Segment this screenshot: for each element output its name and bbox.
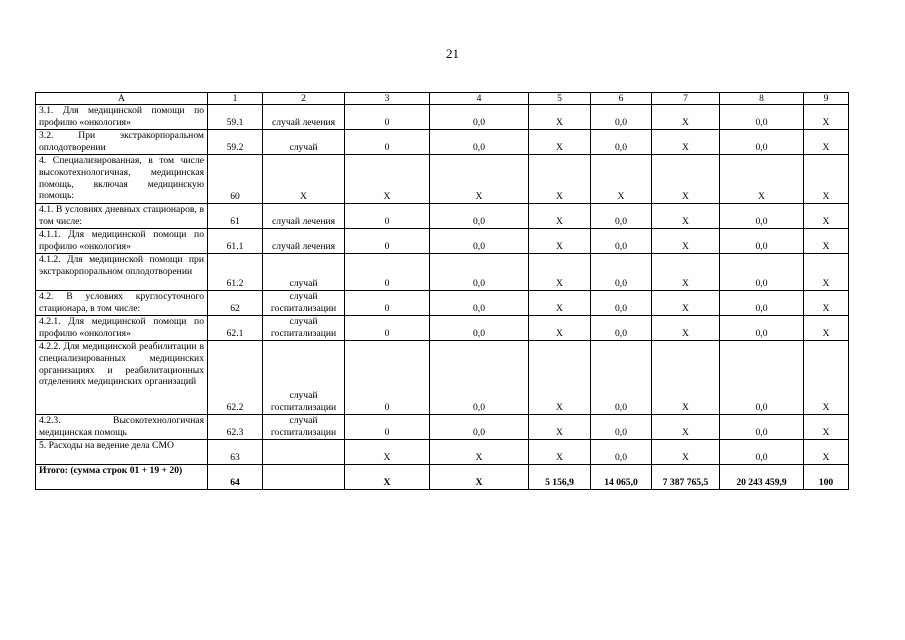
- table-row: [36, 316, 849, 341]
- cell-col-6: 14 065,0: [591, 465, 652, 490]
- row-unit: [263, 440, 345, 465]
- cell-col-9: X: [804, 316, 849, 341]
- row-unit: случай госпитализации: [263, 341, 345, 415]
- cell-col-6: 0,0: [591, 291, 652, 316]
- column-header-1: 1: [208, 93, 263, 105]
- cell-col-3: 0: [345, 105, 430, 130]
- row-code: 62.1: [208, 316, 263, 341]
- cell-col-3: 0: [345, 341, 430, 415]
- cell-col-5: X: [529, 155, 591, 204]
- row-label: 4.1.1. Для медицинской помощи по профилю «онкология»: [36, 229, 208, 254]
- row-unit: случай госпитализации: [263, 415, 345, 440]
- cell-col-6: 0,0: [591, 204, 652, 229]
- cell-col-4: X: [430, 155, 529, 204]
- cell-col-5: X: [529, 204, 591, 229]
- cell-col-7: X: [652, 316, 720, 341]
- cell-col-9: X: [804, 415, 849, 440]
- row-label: 4.2. В условиях круглосуточного стационара, в том числе:: [36, 291, 208, 316]
- column-header-7: 7: [652, 93, 720, 105]
- cell-col-9: X: [804, 105, 849, 130]
- row-code: 62: [208, 291, 263, 316]
- cell-col-4: 0,0: [430, 291, 529, 316]
- column-header-3: 3: [345, 93, 430, 105]
- table-row: [36, 341, 849, 415]
- cell-col-4: 0,0: [430, 229, 529, 254]
- column-header-a: A: [36, 93, 208, 105]
- row-code: 60: [208, 155, 263, 204]
- row-label: 4.1.2. Для медицинской помощи при экстракорпоральном оплодотворении: [36, 254, 208, 291]
- cell-col-7: X: [652, 204, 720, 229]
- cell-col-4: 0,0: [430, 415, 529, 440]
- table-row: [36, 130, 849, 155]
- table-row: [36, 105, 849, 130]
- data-table: [35, 92, 849, 490]
- cell-col-7: X: [652, 229, 720, 254]
- row-unit: случай лечения: [263, 229, 345, 254]
- cell-col-9: X: [804, 341, 849, 415]
- cell-col-6: 0,0: [591, 341, 652, 415]
- table-row: [36, 229, 849, 254]
- row-label: 4.1. В условиях дневных стационаров, в том числе:: [36, 204, 208, 229]
- cell-col-6: X: [591, 155, 652, 204]
- cell-col-4: 0,0: [430, 341, 529, 415]
- cell-col-8: 0,0: [720, 229, 804, 254]
- column-header-5: 5: [529, 93, 591, 105]
- page-number: 21: [446, 46, 459, 61]
- cell-col-6: 0,0: [591, 440, 652, 465]
- row-label: 5. Расходы на ведение дела СМО: [36, 440, 208, 465]
- cell-col-7: X: [652, 130, 720, 155]
- row-label: 4.2.1. Для медицинской помощи по профилю «онкология»: [36, 316, 208, 341]
- table-row: [36, 415, 849, 440]
- cell-col-5: X: [529, 291, 591, 316]
- row-unit: [263, 465, 345, 490]
- cell-col-3: X: [345, 440, 430, 465]
- cell-col-3: X: [345, 155, 430, 204]
- row-label: 4.2.2. Для медицинской реабилитации в специализированных медицинских организациях и реабилитационных отделениях медицинских организаций: [36, 341, 208, 415]
- cell-col-9: X: [804, 440, 849, 465]
- table-row: [36, 155, 849, 204]
- cell-col-9: X: [804, 155, 849, 204]
- row-code: 62.2: [208, 341, 263, 415]
- cell-col-4: 0,0: [430, 316, 529, 341]
- cell-col-5: X: [529, 229, 591, 254]
- cell-col-5: X: [529, 316, 591, 341]
- cell-col-7: X: [652, 254, 720, 291]
- cell-col-8: 0,0: [720, 105, 804, 130]
- cell-col-4: 0,0: [430, 130, 529, 155]
- cell-col-4: 0,0: [430, 254, 529, 291]
- cell-col-3: 0: [345, 415, 430, 440]
- row-label: 3.1. Для медицинской помощи по профилю «онкология»: [36, 105, 208, 130]
- cell-col-7: X: [652, 105, 720, 130]
- row-label: Итого: (сумма строк 01 + 19 + 20): [36, 465, 208, 490]
- table-row: [36, 204, 849, 229]
- column-header-6: 6: [591, 93, 652, 105]
- column-header-9: 9: [804, 93, 849, 105]
- cell-col-9: 100: [804, 465, 849, 490]
- cell-col-3: 0: [345, 130, 430, 155]
- cell-col-8: 0,0: [720, 440, 804, 465]
- cell-col-3: 0: [345, 254, 430, 291]
- row-code: 61.1: [208, 229, 263, 254]
- cell-col-5: 5 156,9: [529, 465, 591, 490]
- row-unit: случай госпитализации: [263, 291, 345, 316]
- cell-col-4: 0,0: [430, 204, 529, 229]
- cell-col-6: 0,0: [591, 254, 652, 291]
- cell-col-5: X: [529, 130, 591, 155]
- table-body: [36, 93, 849, 490]
- cell-col-4: X: [430, 465, 529, 490]
- row-unit: случай: [263, 130, 345, 155]
- header-row: [36, 93, 849, 105]
- cell-col-6: 0,0: [591, 105, 652, 130]
- cell-col-4: 0,0: [430, 105, 529, 130]
- column-header-8: 8: [720, 93, 804, 105]
- cell-col-8: 20 243 459,9: [720, 465, 804, 490]
- cell-col-5: X: [529, 105, 591, 130]
- cell-col-8: 0,0: [720, 204, 804, 229]
- row-unit: случай лечения: [263, 105, 345, 130]
- row-unit: случай: [263, 254, 345, 291]
- table-row: [36, 465, 849, 490]
- cell-col-7: 7 387 765,5: [652, 465, 720, 490]
- cell-col-9: X: [804, 130, 849, 155]
- cell-col-9: X: [804, 204, 849, 229]
- cell-col-5: X: [529, 415, 591, 440]
- cell-col-9: X: [804, 291, 849, 316]
- row-code: 61.2: [208, 254, 263, 291]
- row-label: 4. Специализированная, в том числе высокотехнологичная, медицинская помощь, включая медицинскую помощь:: [36, 155, 208, 204]
- cell-col-7: X: [652, 155, 720, 204]
- cell-col-5: X: [529, 341, 591, 415]
- cell-col-3: X: [345, 465, 430, 490]
- cell-col-6: 0,0: [591, 415, 652, 440]
- cell-col-7: X: [652, 415, 720, 440]
- row-code: 59.1: [208, 105, 263, 130]
- cell-col-6: 0,0: [591, 229, 652, 254]
- table-row: [36, 440, 849, 465]
- row-label: 4.2.3. Высокотехнологичная медицинская помощь: [36, 415, 208, 440]
- column-header-4: 4: [430, 93, 529, 105]
- table-row: [36, 291, 849, 316]
- column-header-2: 2: [263, 93, 345, 105]
- row-unit: X: [263, 155, 345, 204]
- row-code: 61: [208, 204, 263, 229]
- cell-col-3: 0: [345, 316, 430, 341]
- cell-col-9: X: [804, 254, 849, 291]
- cell-col-9: X: [804, 229, 849, 254]
- cell-col-8: X: [720, 155, 804, 204]
- cell-col-8: 0,0: [720, 316, 804, 341]
- cell-col-7: X: [652, 291, 720, 316]
- row-unit: случай лечения: [263, 204, 345, 229]
- cell-col-8: 0,0: [720, 415, 804, 440]
- cell-col-5: X: [529, 440, 591, 465]
- row-code: 62.3: [208, 415, 263, 440]
- cell-col-8: 0,0: [720, 291, 804, 316]
- cell-col-3: 0: [345, 291, 430, 316]
- row-code: 59.2: [208, 130, 263, 155]
- row-unit: случай госпитализации: [263, 316, 345, 341]
- cell-col-6: 0,0: [591, 316, 652, 341]
- row-label: 3.2. При экстракорпоральном оплодотворении: [36, 130, 208, 155]
- cell-col-4: X: [430, 440, 529, 465]
- table-row: [36, 254, 849, 291]
- cell-col-6: 0,0: [591, 130, 652, 155]
- cell-col-7: X: [652, 341, 720, 415]
- row-code: 63: [208, 440, 263, 465]
- cell-col-8: 0,0: [720, 341, 804, 415]
- cell-col-8: 0,0: [720, 130, 804, 155]
- cell-col-8: 0,0: [720, 254, 804, 291]
- cell-col-3: 0: [345, 229, 430, 254]
- cell-col-3: 0: [345, 204, 430, 229]
- cell-col-7: X: [652, 440, 720, 465]
- cell-col-5: X: [529, 254, 591, 291]
- row-code: 64: [208, 465, 263, 490]
